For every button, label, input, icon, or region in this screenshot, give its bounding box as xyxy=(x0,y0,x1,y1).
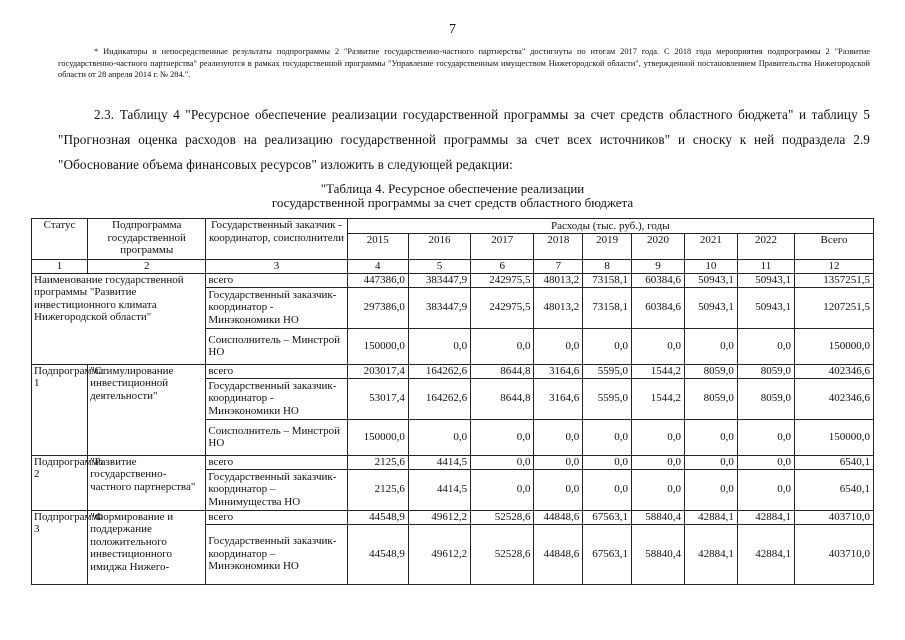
value-cell: 0,0 xyxy=(471,328,534,364)
value-cell: 44548,9 xyxy=(347,510,408,524)
value-cell: 6540,1 xyxy=(794,469,873,510)
value-cell: 1357251,5 xyxy=(794,273,873,287)
value-cell: 42884,1 xyxy=(684,510,737,524)
value-cell: 6540,1 xyxy=(794,455,873,469)
value-cell: 8644,8 xyxy=(471,378,534,419)
value-cell: 52528,6 xyxy=(471,524,534,584)
header-subprogram: Подпрограмма государственной программы xyxy=(88,219,206,260)
program-name-cell: Наименование государственной программы "Развитие инвестиционного климата Нижегородской области" xyxy=(32,273,206,364)
value-cell: 1207251,5 xyxy=(794,287,873,328)
value-cell: 150000,0 xyxy=(347,419,408,455)
header-column-number: 11 xyxy=(737,260,794,274)
value-cell: 67563,1 xyxy=(583,510,632,524)
customer-cell: Соисполнитель – Минстрой НО xyxy=(206,328,347,364)
value-cell: 50943,1 xyxy=(684,287,737,328)
value-cell: 0,0 xyxy=(583,455,632,469)
header-status: Статус xyxy=(32,219,88,260)
status-cell: Подпрограмма 2 xyxy=(32,455,88,510)
value-cell: 242975,5 xyxy=(471,273,534,287)
header-year: 2020 xyxy=(632,234,685,260)
value-cell: 53017,4 xyxy=(347,378,408,419)
value-cell: 150000,0 xyxy=(794,328,873,364)
value-cell: 0,0 xyxy=(471,455,534,469)
value-cell: 0,0 xyxy=(583,419,632,455)
value-cell: 0,0 xyxy=(632,328,685,364)
value-cell: 297386,0 xyxy=(347,287,408,328)
header-customer: Государственный заказчик - координатор, соисполнители xyxy=(206,219,347,260)
value-cell: 0,0 xyxy=(534,469,583,510)
value-cell: 0,0 xyxy=(737,419,794,455)
header-column-number: 5 xyxy=(408,260,470,274)
value-cell: 0,0 xyxy=(583,469,632,510)
value-cell: 8059,0 xyxy=(684,364,737,378)
value-cell: 50943,1 xyxy=(737,287,794,328)
value-cell: 58840,4 xyxy=(632,510,685,524)
value-cell: 164262,6 xyxy=(408,364,470,378)
value-cell: 60384,6 xyxy=(632,287,685,328)
header-column-number: 12 xyxy=(794,260,873,274)
header-column-number: 6 xyxy=(471,260,534,274)
value-cell: 0,0 xyxy=(534,455,583,469)
value-cell: 73158,1 xyxy=(583,273,632,287)
header-column-number: 8 xyxy=(583,260,632,274)
value-cell: 44848,6 xyxy=(534,524,583,584)
value-cell: 403710,0 xyxy=(794,510,873,524)
value-cell: 4414,5 xyxy=(408,469,470,510)
value-cell: 5595,0 xyxy=(583,378,632,419)
header-year: 2017 xyxy=(471,234,534,260)
value-cell: 42884,1 xyxy=(737,524,794,584)
table-caption-line-2: государственной программы за счет средств областного бюджета xyxy=(271,195,634,210)
value-cell: 50943,1 xyxy=(737,273,794,287)
header-year: 2022 xyxy=(737,234,794,260)
value-cell: 58840,4 xyxy=(632,524,685,584)
value-cell: 1544,2 xyxy=(632,364,685,378)
customer-cell: всего xyxy=(206,455,347,469)
budget-table xyxy=(31,218,874,585)
header-column-number: 1 xyxy=(32,260,88,274)
header-column-number: 7 xyxy=(534,260,583,274)
value-cell: 60384,6 xyxy=(632,273,685,287)
value-cell: 1544,2 xyxy=(632,378,685,419)
customer-cell: всего xyxy=(206,510,347,524)
customer-cell: Государственный заказчик-координатор - Минэкономики НО xyxy=(206,287,347,328)
value-cell: 8644,8 xyxy=(471,364,534,378)
value-cell: 0,0 xyxy=(684,469,737,510)
customer-cell: всего xyxy=(206,364,347,378)
value-cell: 402346,6 xyxy=(794,364,873,378)
header-year: 2016 xyxy=(408,234,470,260)
page-number: 7 xyxy=(449,22,456,37)
value-cell: 0,0 xyxy=(632,455,685,469)
header-year: 2018 xyxy=(534,234,583,260)
value-cell: 49612,2 xyxy=(408,524,470,584)
customer-cell: Соисполнитель – Минстрой НО xyxy=(206,419,347,455)
header-column-number: 2 xyxy=(88,260,206,274)
customer-cell: Государственный заказчик-координатор – Минэкономики НО xyxy=(206,524,347,584)
subprogram-cell: "Формирование и поддержание положительного инвестиционного имиджа Нижего- xyxy=(88,510,206,584)
header-column-number: 9 xyxy=(632,260,685,274)
table-caption xyxy=(0,182,905,210)
value-cell: 42884,1 xyxy=(684,524,737,584)
status-cell: Подпрограмма 3 xyxy=(32,510,88,584)
value-cell: 0,0 xyxy=(737,469,794,510)
value-cell: 52528,6 xyxy=(471,510,534,524)
value-cell: 2125,6 xyxy=(347,469,408,510)
table-row xyxy=(32,510,874,524)
status-cell: Подпрограмма 1 xyxy=(32,364,88,455)
header-year: 2015 xyxy=(347,234,408,260)
amendment-paragraph: 2.3. Таблицу 4 "Ресурсное обеспечение реализации государственной программы за счет средств областного бюджета" и таблицу 5 "Прогнозная оценка расходов на реализацию государственной программы за счет всех источников" и сноску к ней подраздела 2.9 "Обоснование объема финансовых ресурсов" изложить в следующей редакции: xyxy=(58,107,870,172)
customer-cell: Государственный заказчик-координатор - Минэкономики НО xyxy=(206,378,347,419)
value-cell: 242975,5 xyxy=(471,287,534,328)
header-column-number: 4 xyxy=(347,260,408,274)
footnote: * Индикаторы и непосредственные результаты подпрограммы 2 "Развитие государственно-частного партнерства" достигнуты по итогам 2017 года. С 2018 года мероприятия подпрограммы 2 "Развитие государственно-частного партнерства" реализуются в рамках государственной программы "Управление государственным имуществом Нижегородской области", утвержденной постановлением Правительства Нижегородской области от 28 апреля 2014 г. № 284.". xyxy=(58,47,870,80)
customer-cell: Государственный заказчик-координатор – Минимущества НО xyxy=(206,469,347,510)
value-cell: 3164,6 xyxy=(534,378,583,419)
value-cell: 150000,0 xyxy=(794,419,873,455)
value-cell: 0,0 xyxy=(684,419,737,455)
value-cell: 0,0 xyxy=(684,455,737,469)
value-cell: 8059,0 xyxy=(737,364,794,378)
value-cell: 4414,5 xyxy=(408,455,470,469)
value-cell: 50943,1 xyxy=(684,273,737,287)
value-cell: 73158,1 xyxy=(583,287,632,328)
value-cell: 0,0 xyxy=(737,455,794,469)
value-cell: 0,0 xyxy=(534,328,583,364)
header-year: 2019 xyxy=(583,234,632,260)
value-cell: 2125,6 xyxy=(347,455,408,469)
value-cell: 44548,9 xyxy=(347,524,408,584)
value-cell: 0,0 xyxy=(408,328,470,364)
table-row xyxy=(32,455,874,469)
header-column-number: 3 xyxy=(206,260,347,274)
table-caption-line-1: "Таблица 4. Ресурсное обеспечение реализации xyxy=(320,181,585,196)
value-cell: 0,0 xyxy=(534,419,583,455)
header-year: 2021 xyxy=(684,234,737,260)
subprogram-cell: "Развитие государственно-частного партнерства" xyxy=(88,455,206,510)
header-year: Всего xyxy=(794,234,873,260)
value-cell: 42884,1 xyxy=(737,510,794,524)
value-cell: 3164,6 xyxy=(534,364,583,378)
value-cell: 0,0 xyxy=(471,469,534,510)
value-cell: 0,0 xyxy=(471,419,534,455)
customer-cell: всего xyxy=(206,273,347,287)
header-column-number: 10 xyxy=(684,260,737,274)
value-cell: 403710,0 xyxy=(794,524,873,584)
value-cell: 67563,1 xyxy=(583,524,632,584)
value-cell: 203017,4 xyxy=(347,364,408,378)
value-cell: 383447,9 xyxy=(408,287,470,328)
value-cell: 383447,9 xyxy=(408,273,470,287)
value-cell: 0,0 xyxy=(737,328,794,364)
value-cell: 5595,0 xyxy=(583,364,632,378)
header-expenses: Расходы (тыс. руб.), годы xyxy=(347,219,873,234)
value-cell: 48013,2 xyxy=(534,287,583,328)
value-cell: 447386,0 xyxy=(347,273,408,287)
value-cell: 150000,0 xyxy=(347,328,408,364)
value-cell: 0,0 xyxy=(632,419,685,455)
value-cell: 402346,6 xyxy=(794,378,873,419)
value-cell: 0,0 xyxy=(583,328,632,364)
value-cell: 44848,6 xyxy=(534,510,583,524)
value-cell: 8059,0 xyxy=(684,378,737,419)
table-row xyxy=(32,364,874,378)
value-cell: 0,0 xyxy=(408,419,470,455)
value-cell: 48013,2 xyxy=(534,273,583,287)
value-cell: 49612,2 xyxy=(408,510,470,524)
table-row xyxy=(32,273,874,287)
value-cell: 8059,0 xyxy=(737,378,794,419)
subprogram-cell: "Стимулирование инвестиционной деятельности" xyxy=(88,364,206,455)
value-cell: 164262,6 xyxy=(408,378,470,419)
value-cell: 0,0 xyxy=(632,469,685,510)
value-cell: 0,0 xyxy=(684,328,737,364)
